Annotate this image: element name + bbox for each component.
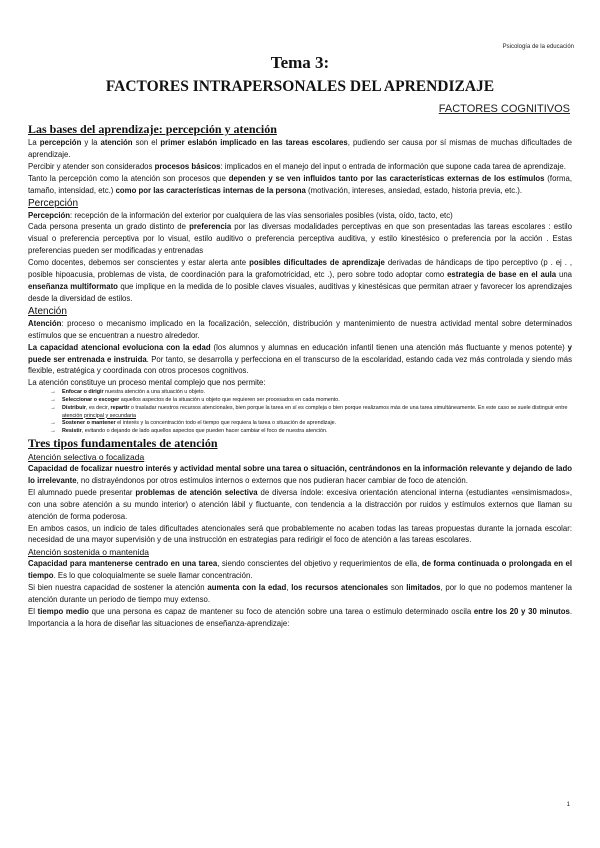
- paragraph: Atención: proceso o mecanismo implicado en la focalización, selección, distribución y mantenimiento de nuestra actividad mental sobre determinados estímulos que se encuentran a nuestro alrededor.: [28, 318, 572, 340]
- attention-functions-list: [50, 389, 572, 436]
- section-heading-tipos: Tres tipos fundamentales de atención: [28, 436, 218, 450]
- list-item: → Distribuir, es decir, repartir o trasladar nuestros recursos atencionales, bien porque la tarea en sí es compleja o bien porque realizamos más de una tarea simultáneamente. En este caso se suele distinguir entre atención principal y secundaria: [50, 405, 572, 421]
- paragraph: Como docentes, debemos ser conscientes y estar alerta ante posibles dificultades de aprendizaje derivadas de hándicaps de tipo perceptivo (p . ej . , posible hipoacusia, problemas de vista, de coordinación para la grafomotricidad, etc .), pero sobre todo adoptar como estrategia de base en el aula una enseñanza multiformato que implique en la medida de lo posible claves visuales, auditivas y kinestésicas que permitan atraer y favorecer los aprendizajes desde la diversidad de estilos.: [28, 258, 572, 303]
- section-heading-atencion: Atención: [28, 305, 67, 317]
- paragraph: Capacidad para mantenerse centrado en una tarea, siendo conscientes del objetivo y requerimientos de ella, de forma continuada o prolongada en el tiempo. Es lo que coloquialmente se suele llamar concentración.: [28, 559, 572, 581]
- section-heading-percepcion: Percepción: [28, 197, 79, 209]
- paragraph: En ambos casos, un indicio de tales dificultades atencionales será que probablemente no acaben todas las tareas propuestas durante la jornada escolar: necesidad de una mayor supervisión y de una instrucción en estrategias para redirigir el foco de atención a las tareas escolares.: [28, 523, 572, 545]
- paragraph: La capacidad atencional evoluciona con la edad (los alumnos y alumnas en educación infantil tienen una atención más fluctuante y menos potente) y puede ser entrenada e instruida. Por tanto, se desarrolla y perfecciona en el transcurso de la escolaridad, estando cada vez más controlada y siendo más flexible, estratégica y coordinada con otros procesos cognitivos.: [28, 342, 572, 376]
- paragraph: Percibir y atender son considerados procesos básicos: implicados en el manejo del input o entrada de información que supone cada tarea de aprendizaje.: [28, 161, 566, 171]
- paragraph: Capacidad de focalizar nuestro interés y actividad mental sobre una tarea o situación, centrándonos en la información relevante y dejando de lado lo irrelevante, no distrayéndonos por otros estímulos internos o externos que nos pudieran hacer cambiar de foco de atención.: [28, 464, 572, 485]
- list-item: → Enfocar o dirigir nuestra atención a una situación u objeto.: [50, 389, 572, 397]
- paragraph: El tiempo medio que una persona es capaz de mantener su foco de atención sobre una tarea o estímulo determinado oscila entre los 20 y 30 minutos. Importancia a la hora de diseñar las situaciones de enseñanza-aprendizaje:: [28, 606, 572, 628]
- paragraph: La percepción y la atención son el primer eslabón implicado en las tareas escolares, pudiendo ser causa por sí mismas de muchas dificultades de aprendizaje.: [28, 138, 573, 159]
- section-subtitle: FACTORES COGNITIVOS: [438, 103, 570, 115]
- paragraph: La atención constituye un proceso mental complejo que nos permite:: [28, 378, 266, 388]
- subsection-heading-sostenida: Atención sostenida o mantenida: [28, 547, 149, 558]
- list-item: → Resistir, evitando o dejando de lado aquellos aspectos que pueden hacer cambiar el foco de nuestra atención.: [50, 428, 572, 436]
- header-subject: Psicología de la educación: [502, 44, 574, 50]
- list-item: → Seleccionar o escoger aquellos aspectos de la situación u objeto que requieren ser procesados en cada momento.: [50, 397, 572, 405]
- page-title: FACTORES INTRAPERSONALES DEL APRENDIZAJE: [105, 78, 495, 95]
- paragraph: El alumnado puede presentar problemas de atención selectiva de diversa índole: excesiva orientación atencional interna (estudiantes «ensimismados», con una sobre atención a su mundo interior) o atención lábil y fluctuante, con tendencia a la distracción por ruidos y estímulos externos que llaman su atención de forma poderosa.: [28, 487, 572, 521]
- section-heading-bases: Las bases del aprendizaje: percepción y atención: [28, 122, 277, 136]
- list-item: → Sostener o mantener el interés y la concentración todo el tiempo que requiera la tarea o situación de aprendizaje.: [50, 420, 572, 428]
- paragraph: Percepción: recepción de la información del exterior por cualquiera de las vías sensoriales posibles (vista, oído, tacto, etc): [28, 210, 453, 220]
- subsection-heading-selectiva: Atención selectiva o focalizada: [28, 452, 145, 462]
- document-body: [28, 122, 572, 630]
- paragraph: Tanto la percepción como la atención son procesos que dependen y se ven influidos tanto por las características externas de los estímulos (forma, tamaño, intensidad, etc.) como por las características internas de la persona (motivación, intereses, ansiedad, estado, historia previa, etc.).: [28, 173, 573, 195]
- page-number: 1: [566, 802, 570, 808]
- paragraph: Si bien nuestra capacidad de sostener la atención aumenta con la edad, los recursos atencionales son limitados, por lo que no podemos mantener la atención durante un periodo de tiempo muy extenso.: [28, 583, 572, 605]
- topic-number: Tema 3:: [270, 53, 330, 72]
- paragraph: Cada persona presenta un grado distinto de preferencia por las diversas modalidades perceptivas en que son presentadas las tareas escolares : estilo visual o preferencia perceptiva por lo visual, estilo auditivo o preferencia perceptiva auditiva, y estilo kinestésico o preferencia por la acción . Estas preferencias pueden ser modificadas y entrenadas: [28, 222, 573, 256]
